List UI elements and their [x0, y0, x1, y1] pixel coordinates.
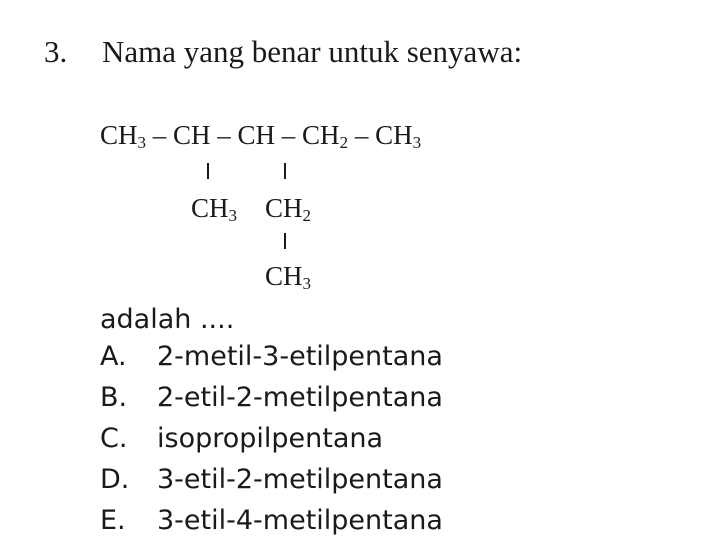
branch-methyl: $CH_3$ — [191, 193, 238, 225]
vertical-bond — [284, 233, 286, 249]
option-text: 2-etil-2-metilpentana — [157, 382, 443, 413]
branch-ethyl-ch2: $CH_2$ — [265, 193, 312, 225]
group-ch-1: CH — [173, 120, 211, 150]
question-suffix: adalah .... — [100, 304, 235, 335]
question-number: 3. — [44, 34, 68, 69]
option-text: 2-metil-3-etilpentana — [157, 341, 443, 372]
option-text: 3-etil-2-metilpentana — [157, 464, 443, 495]
group-ch2: $CH_2$ — [302, 120, 349, 152]
option-text: 3-etil-4-metilpentana — [157, 505, 443, 536]
option-letter: C. — [100, 423, 128, 454]
question-text: Nama yang benar untuk senyawa: — [102, 34, 523, 69]
option-letter: A. — [100, 341, 127, 372]
bond-dash: – — [217, 120, 231, 150]
bond-dash: – — [281, 120, 296, 150]
group-ch-2: CH — [237, 120, 276, 150]
option-letter: B. — [100, 382, 128, 413]
main-chain — [100, 120, 421, 150]
bond-dash: – — [354, 120, 369, 150]
bond-dash: – — [152, 120, 167, 150]
group-ch3-right: $CH_3$ — [375, 120, 422, 152]
branch-ethyl-ch3: $CH_3$ — [265, 261, 312, 293]
option-letter: E. — [100, 505, 126, 536]
vertical-bond — [284, 163, 286, 179]
option-text: isopropilpentana — [157, 423, 384, 454]
option-letter: D. — [100, 464, 130, 495]
vertical-bond — [207, 163, 209, 179]
group-ch3-left: $CH_3$ — [100, 120, 147, 152]
